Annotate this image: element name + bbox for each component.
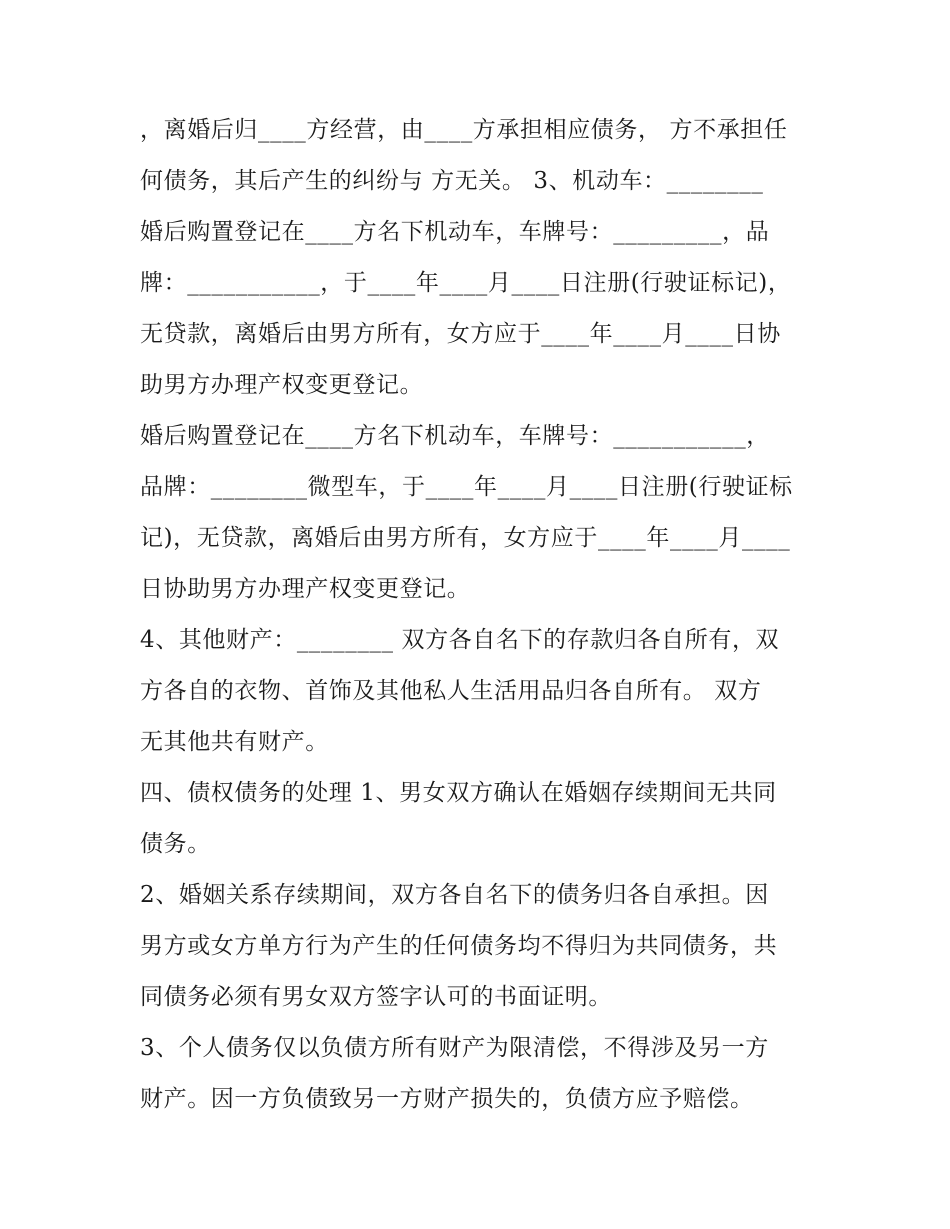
text-line: 助男方办理产权变更登记。 [140,372,424,398]
text-line: 婚后购置登记在____方名下机动车，车牌号：___________， [140,423,770,449]
text-line: 何债务，其后产生的纠纷与 方无关。 3、机动车：________ [140,168,764,194]
text-line: 男方或女方单方行为产生的任何债务均不得归为共同债务，共 [140,933,778,959]
text-line: 无其他共有财产。 [140,729,329,755]
text-line: 品牌：________微型车，于____年____月____日注册(行驶证标 [140,474,793,500]
text-line: 2、婚姻关系存续期间，双方各自名下的债务归各自承担。因 [140,882,769,908]
text-line: 日协助男方办理产权变更登记。 [140,576,471,602]
text-line: 同债务必须有男女双方签字认可的书面证明。 [140,984,612,1010]
text-line: 3、个人债务仅以负债方所有财产为限清偿，不得涉及另一方 [140,1035,769,1061]
text-line: 4、其他财产：________ 双方各自名下的存款归各自所有，双 [140,627,780,653]
text-line: 记)，无贷款，离婚后由男方所有，女方应于____年____月____ [140,525,791,551]
text-line: 债务。 [140,831,211,857]
text-line: 财产。因一方负债致另一方财产损失的，负债方应予赔偿。 [140,1086,754,1112]
text-line: 无贷款，离婚后由男方所有，女方应于____年____月____日协 [140,321,781,347]
text-line: 牌：___________，于____年____月____日注册(行驶证标记)， [140,270,792,296]
text-line: 方各自的衣物、首饰及其他私人生活用品归各自所有。 双方 [140,678,762,704]
text-line: 四、债权债务的处理 1、男女双方确认在婚姻存续期间无共同 [140,780,777,806]
text-line: 婚后购置登记在____方名下机动车，车牌号：_________，品 [140,219,770,245]
text-line: ，离婚后归____方经营，由____方承担相应债务， 方不承担任 [140,117,788,143]
